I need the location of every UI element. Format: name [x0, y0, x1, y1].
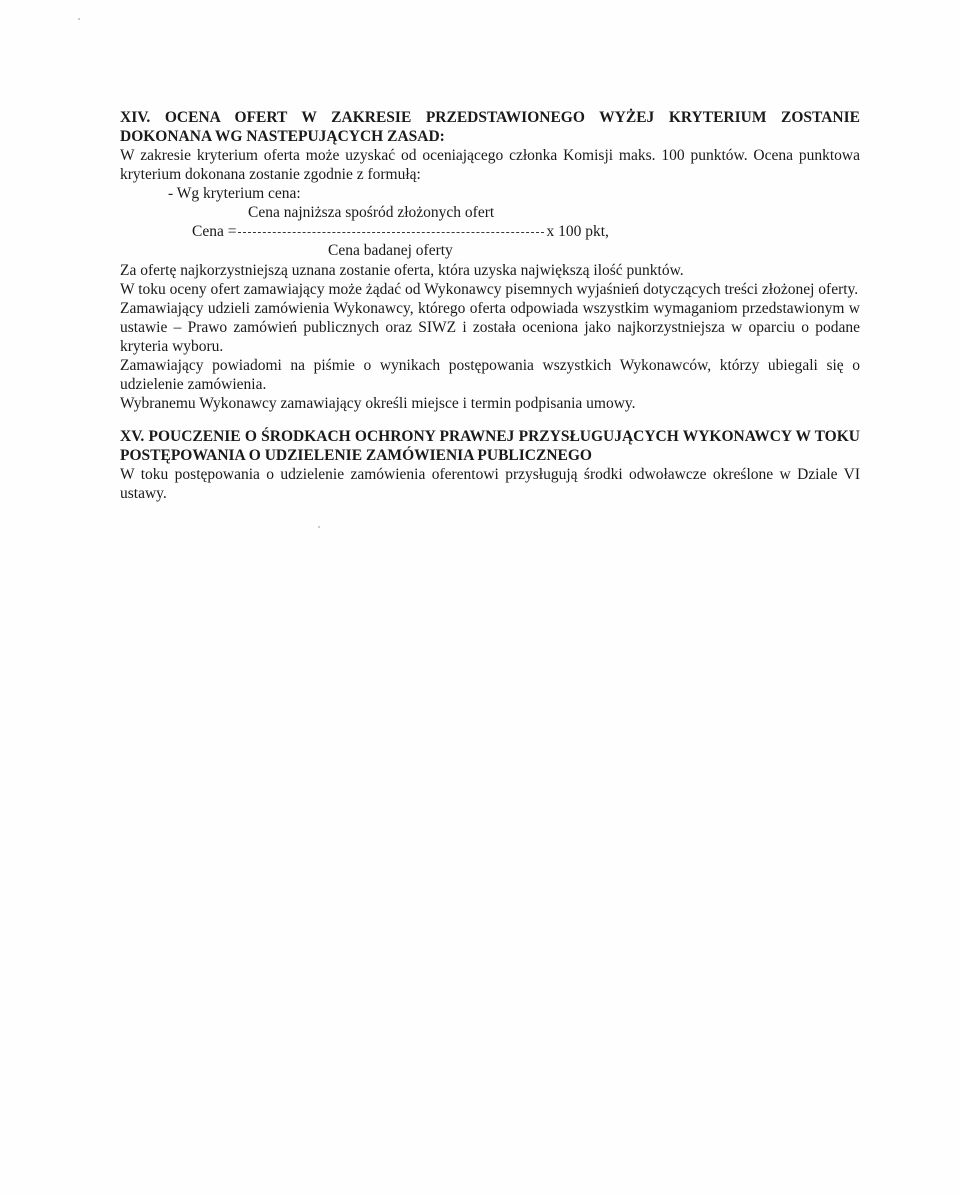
paragraph-best-offer: Za ofertę najkorzystniejszą uznana zostanie oferta, która uzyska największą ilość punktów.: [120, 262, 684, 279]
formula-rhs: x 100 pkt,: [546, 223, 609, 240]
section-xiv: [120, 108, 860, 413]
price-formula: [120, 203, 860, 261]
scan-speck: [318, 526, 320, 528]
formula-numerator: Cena najniższa spośród złożonych ofert: [248, 204, 495, 221]
scan-speck: [78, 18, 80, 20]
formula-lhs: Cena =: [192, 223, 237, 240]
formula-line: [192, 222, 609, 241]
paragraph-clarifications: W toku oceny ofert zamawiający może żądać od Wykonawcy pisemnych wyjaśnień dotyczących treści złożonej oferty.: [120, 281, 859, 298]
section-xv: [120, 427, 860, 503]
paragraph-award: Zamawiający udzieli zamówienia Wykonawcy, którego oferta odpowiada wszystkim wymaganiom przedstawionym w ustawie – Prawo zamówień publicznych oraz SIWZ i została oceniona jako najkorzystniejsza w oparciu o podane kryteria wyboru.: [120, 300, 860, 355]
formula-denominator: Cena badanej oferty: [328, 242, 453, 259]
section-xv-heading: XV. POUCZENIE O ŚRODKACH OCHRONY PRAWNEJ PRZYSŁUGUJĄCYCH WYKONAWCY W TOKU POSTĘPOWANIA O UDZIELENIE ZAMÓWIENIA PUBLICZNEGO: [120, 428, 860, 464]
section-xiv-intro: W zakresie kryterium oferta może uzyskać od oceniającego członka Komisji maks. 100 punktów. Ocena punktowa kryterium dokonana zostanie zgodnie z formułą:: [120, 147, 860, 183]
section-xiv-heading: XIV. OCENA OFERT W ZAKRESIE PRZEDSTAWIONEGO WYŻEJ KRYTERIUM ZOSTANIE DOKONANA WG NASTEPUJĄCYCH ZASAD:: [120, 109, 860, 145]
paragraph-contract: Wybranemu Wykonawcy zamawiający określi miejsce i termin podpisania umowy.: [120, 395, 636, 412]
criterion-bullet: - Wg kryterium cena:: [168, 185, 301, 202]
document-content: [120, 108, 860, 503]
paragraph-notification: Zamawiający powiadomi na piśmie o wynikach postępowania wszystkich Wykonawców, którzy ubiegali się o udzielenie zamówienia.: [120, 357, 860, 393]
fraction-bar: [238, 232, 544, 233]
section-xv-body: W toku postępowania o udzielenie zamówienia oferentowi przysługują środki odwoławcze określone w Dziale VI ustawy.: [120, 466, 860, 502]
